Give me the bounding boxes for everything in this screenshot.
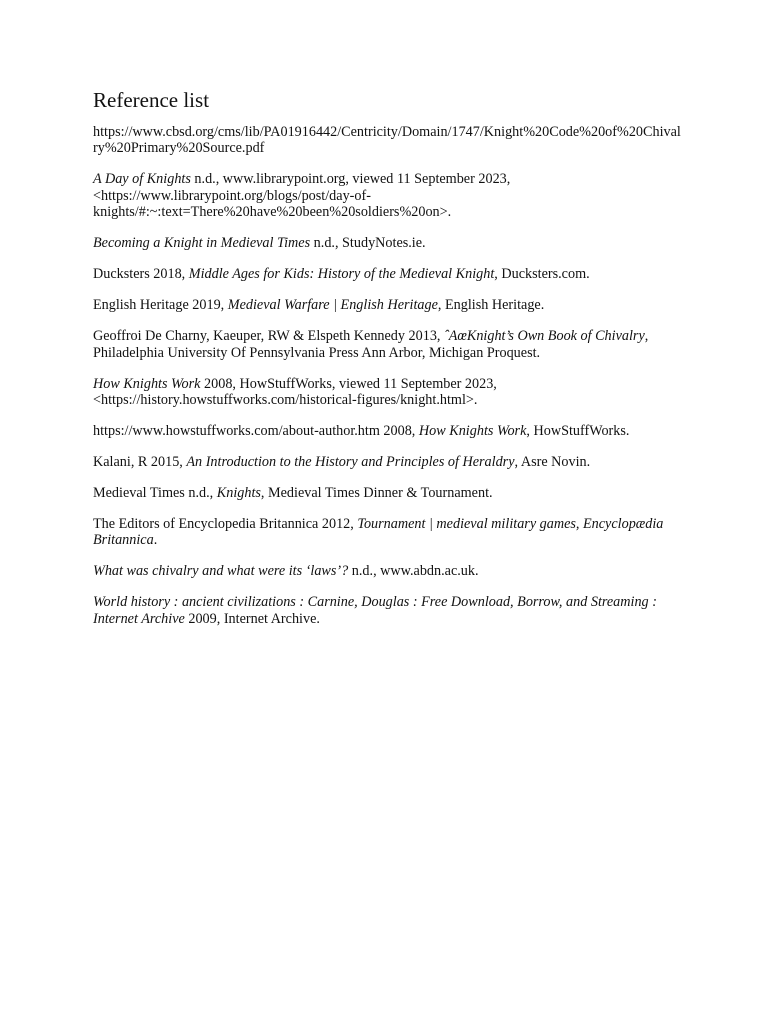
reference-text: Medieval Times n.d., [93,485,217,502]
reference-text: , Ducksters.com. [494,266,590,283]
reference-text: n.d., StudyNotes.ie. [310,235,426,252]
reference-text: https://www.howstuffworks.com/about-author.htm 2008, [93,423,419,440]
reference-entry [93,297,685,313]
reference-entry [93,328,685,361]
reference-text: Ducksters 2018, [93,266,189,283]
reference-text: , Medieval Times Dinner & Tournament. [260,485,493,502]
reference-text: Kalani, R 2015, [93,454,187,471]
reference-title: Becoming a Knight in Medieval Times [93,235,311,252]
reference-text: , English Heritage. [437,297,545,314]
reference-text: The Editors of Encyclopedia Britannica 2012, [93,516,358,533]
reference-entry [93,454,685,470]
reference-entry [93,235,685,251]
reference-entry [93,516,685,549]
reference-text: English Heritage 2019, [93,297,228,314]
document-page [93,86,685,642]
reference-title: What was chivalry and what were its ‘laws’? [93,563,349,580]
reference-text: , Asre Novin. [514,454,591,471]
reference-entry [93,485,685,501]
reference-entry [93,594,685,627]
reference-text: 2008, HowStuffWorks, viewed 11 September 2023, <https://history.howstuffworks.com/historical-figures/knight.html>. [93,375,497,409]
reference-title: Tournament | medieval military games, Encyclopædia Britannica [93,516,664,549]
reference-title: Middle Ages for Kids: History of the Medieval Knight [188,266,495,283]
reference-text: 2009, Internet Archive. [184,610,320,627]
reference-entry [93,266,685,282]
reference-entry [93,423,685,439]
reference-title: World history : ancient civilizations : Carnine, Douglas : Free Download, Borrow, and Streaming : Internet Archive [93,594,657,627]
reference-title: Medieval Warfare | English Heritage [227,297,438,314]
reference-text: , Philadelphia University Of Pennsylvania Press Ann Arbor, Michigan Proquest. [93,328,649,361]
reference-title: Knights [216,485,261,502]
reference-title: ˆAœKnight’s Own Book of Chivalry [444,328,645,345]
reference-text: n.d., www.librarypoint.org, viewed 11 September 2023, <https://www.librarypoint.org/blogs/post/day-of-knights/#:~:text=There%20have%20been%20soldiers%20on>. [93,171,511,221]
reference-text: n.d., www.abdn.ac.uk. [348,563,479,580]
reference-title: How Knights Work [93,375,201,392]
reference-entry [93,563,685,579]
reference-text: Geoffroi De Charny, Kaeuper, RW & Elspeth Kennedy 2013, [93,328,445,345]
reference-text: https://www.cbsd.org/cms/lib/PA01916442/Centricity/Domain/1747/Knight%20Code%20of%20Chivalry%20Primary%20Source.pdf [93,124,681,157]
reference-title: How Knights Work [418,423,527,440]
reference-text: . [153,532,158,549]
reference-entry [93,376,685,409]
reference-entry [93,171,685,220]
reference-entry [93,124,685,157]
reference-text: , HowStuffWorks. [526,423,630,440]
page-title: Reference list [93,88,210,112]
reference-title: A Day of Knights [93,171,191,188]
reference-title: An Introduction to the History and Principles of Heraldry [186,454,515,471]
reference-list [93,124,685,627]
